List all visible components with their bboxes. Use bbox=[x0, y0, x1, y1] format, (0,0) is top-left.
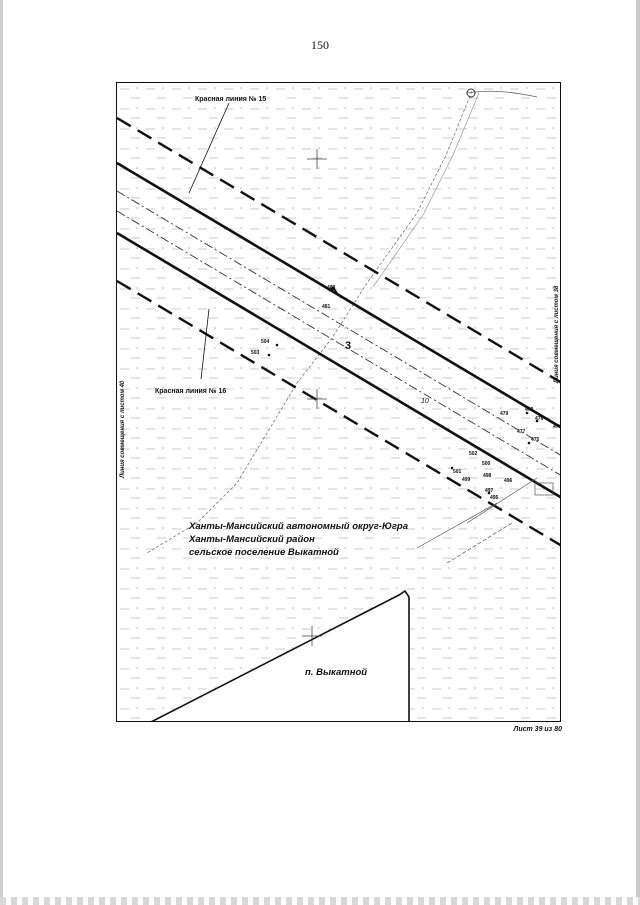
point-478: 478 bbox=[525, 407, 534, 413]
point-499: 499 bbox=[462, 477, 471, 483]
point-495: 495 bbox=[490, 495, 499, 501]
combine-line-left: Линия совмещения с листом 40 bbox=[120, 380, 126, 478]
point-500: 500 bbox=[482, 461, 491, 467]
region-line-3: сельское поселение Выкатной bbox=[189, 547, 339, 558]
combine-line-right: Линия совмещения с листом 38 bbox=[554, 285, 560, 383]
map-drawing bbox=[117, 83, 561, 722]
point-496: 496 bbox=[504, 478, 513, 484]
label-red-line-16: Красная линия № 16 bbox=[155, 388, 227, 395]
point-474: 474 bbox=[553, 424, 562, 430]
zone-marker: 10 bbox=[421, 398, 429, 405]
scan-edge-bottom bbox=[0, 897, 640, 905]
sheet-label: Лист 39 из 80 bbox=[513, 726, 562, 733]
label-red-line-15: Красная линия № 15 bbox=[195, 96, 267, 103]
point-504: 504 bbox=[261, 339, 270, 345]
point-475: 475 bbox=[531, 437, 540, 443]
map-frame[interactable] bbox=[116, 82, 561, 722]
point-476: 476 bbox=[535, 416, 544, 422]
scan-edge-right bbox=[636, 0, 640, 905]
point-498: 498 bbox=[483, 473, 492, 479]
point-501: 501 bbox=[453, 469, 462, 475]
point-502: 502 bbox=[469, 451, 478, 457]
settlement-label: п. Выкатной bbox=[305, 667, 368, 678]
point-497: 497 bbox=[485, 488, 494, 494]
zone-number: 3 bbox=[345, 340, 352, 352]
point-480: 480 bbox=[327, 285, 336, 291]
page-number: 150 bbox=[311, 38, 329, 52]
region-line-2: Ханты-Мансийский район bbox=[189, 534, 315, 545]
point-481: 481 bbox=[322, 304, 331, 310]
region-line-1: Ханты-Мансийский автономный округ-Югра bbox=[189, 521, 408, 532]
point-479: 479 bbox=[500, 411, 509, 417]
scan-edge-left bbox=[0, 0, 3, 905]
point-503: 503 bbox=[251, 350, 260, 356]
point-477: 477 bbox=[517, 429, 526, 435]
